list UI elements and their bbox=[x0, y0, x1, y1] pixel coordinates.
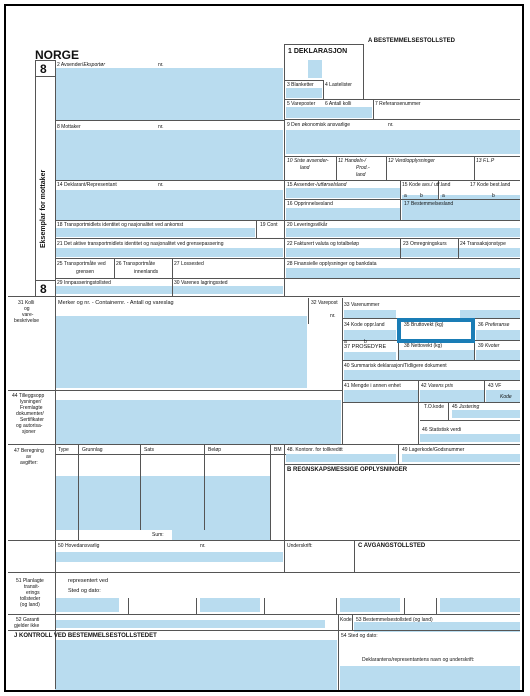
place-date-label: Sted og dato: bbox=[68, 588, 101, 594]
field-25-label-2: grensen bbox=[76, 269, 95, 275]
field-44-label-3: Fremlagte bbox=[20, 405, 43, 411]
field-48-label: 48. Kontonr. for tollkreditt bbox=[287, 447, 343, 453]
section-c-title: C AVGANGSTOLLSTED bbox=[358, 543, 426, 549]
field-40-fill[interactable] bbox=[344, 370, 520, 380]
to-kode-label: T.O.kode bbox=[424, 404, 445, 410]
field-51-label-4: tollsteder bbox=[20, 596, 41, 602]
field-11-label-2: Prod.- bbox=[356, 165, 370, 171]
field-47-fill[interactable] bbox=[55, 476, 270, 530]
field-j-fill[interactable] bbox=[55, 640, 337, 690]
field-28-label: 28 Finansielle opplysninger og bankdata bbox=[287, 261, 377, 267]
field-22-fill[interactable] bbox=[286, 248, 520, 257]
copy-label: Eksemplar for mottaker bbox=[40, 169, 47, 248]
field-8-fill[interactable] bbox=[55, 130, 283, 180]
field-44-fill[interactable] bbox=[55, 400, 341, 444]
field-34-a: a bbox=[344, 339, 347, 345]
field-39-fill[interactable] bbox=[476, 350, 520, 360]
field-8-label: 8 Mottaker bbox=[57, 124, 81, 130]
field-52-fill[interactable] bbox=[55, 620, 325, 628]
field-18-fill[interactable] bbox=[55, 228, 255, 237]
field-10-label-2: land bbox=[300, 165, 310, 171]
field-44-label: 44 Tilleggsopp bbox=[12, 393, 45, 399]
field-14-nr: nr. bbox=[158, 182, 164, 188]
field-47-sum-fill[interactable] bbox=[172, 530, 270, 540]
field-14-label: 14 Deklarant/Representant bbox=[57, 182, 117, 188]
field-52-label-2: gjelder ikke bbox=[14, 623, 40, 629]
copy-number: 8 bbox=[40, 62, 47, 76]
field-51b-fill[interactable] bbox=[200, 598, 260, 612]
field-31-label-2: og bbox=[24, 306, 30, 312]
field-44-label-4: dokumenter/ bbox=[16, 411, 44, 417]
field-51-label: 51 Planlagte bbox=[16, 578, 44, 584]
field-47-label-2: av bbox=[26, 454, 32, 460]
field-46-fill[interactable] bbox=[420, 434, 520, 442]
field-49-fill[interactable] bbox=[402, 454, 520, 462]
field-14-fill[interactable] bbox=[55, 190, 283, 220]
field-9-label: 9 Den økonomisk ansvarlige bbox=[287, 122, 351, 128]
field-31-label-4: beskrivelse bbox=[14, 318, 40, 324]
field-17k-label: 17 Kode best.land bbox=[470, 182, 511, 188]
field-44-label-6: og autorisa- bbox=[16, 423, 43, 429]
col-grunnlag: Grunnlag bbox=[82, 447, 103, 453]
field-24-label: 24 Transaksjonstype bbox=[460, 241, 506, 247]
kode-label: Kode bbox=[340, 617, 352, 623]
field-8-nr: nr. bbox=[158, 124, 164, 130]
field-42-fill[interactable] bbox=[420, 390, 484, 402]
field-2-label: 2 Avsender/Eksportør bbox=[57, 62, 105, 68]
field-17k-b: b bbox=[492, 193, 495, 199]
field-5-fill[interactable] bbox=[286, 107, 372, 118]
field-43-kode: Kode bbox=[500, 394, 512, 400]
field-19-label: 19 Cont bbox=[260, 222, 278, 228]
field-45-fill[interactable] bbox=[452, 410, 520, 418]
marks-label: Merker og nr. - Containernr. - Antall og vareslag bbox=[58, 300, 174, 306]
field-23-label: 23 Omregningskurs bbox=[403, 241, 447, 247]
field-11-label: 11 Handels-/ bbox=[338, 158, 366, 164]
field-17-label: 17 Bestemmelsesland bbox=[404, 201, 454, 207]
field-50-label: 50 Hovedansvarlig bbox=[58, 543, 100, 549]
field-28-fill[interactable] bbox=[286, 268, 520, 278]
field-41-label: 41 Mengde i annen enhet bbox=[344, 383, 401, 389]
field-39-label: 39 Kvoter bbox=[478, 343, 500, 349]
field-16-label: 16 Opprinnelsesland bbox=[287, 201, 333, 207]
field-3-label: 3 Blanketter bbox=[287, 82, 314, 88]
field-44-label-2: lysninger/ bbox=[20, 399, 42, 405]
field-13-label: 13 F.L.P bbox=[476, 158, 495, 164]
field-35-highlight[interactable] bbox=[397, 318, 475, 343]
field-15k-a: a bbox=[404, 193, 407, 199]
field-44-label-5: Sertifikater bbox=[20, 417, 44, 423]
field-48-fill[interactable] bbox=[286, 454, 396, 462]
field-25-label: 25 Transportmåte ved bbox=[57, 261, 106, 267]
field-29-fill[interactable] bbox=[55, 286, 283, 294]
col-belop: Beløp bbox=[208, 447, 222, 453]
field-51-label-3: erings bbox=[26, 590, 40, 596]
field-43-label: 43 VF bbox=[488, 383, 502, 389]
field-10-label: 10 Siste avsender- bbox=[287, 158, 329, 164]
field-26-label: 26 Transportmåte bbox=[116, 261, 156, 267]
field-2-fill[interactable] bbox=[55, 68, 283, 120]
field-11-label-3: land bbox=[356, 172, 366, 178]
field-4-label: 4 Lastelister bbox=[325, 82, 352, 88]
field-22-label: 22 Fakturert valuta og totalbeløp bbox=[287, 241, 359, 247]
field-36-fill[interactable] bbox=[476, 330, 520, 340]
field-33b-fill[interactable] bbox=[460, 310, 520, 318]
field-34-fill[interactable] bbox=[344, 330, 396, 340]
represented-label: representert ved bbox=[68, 578, 109, 584]
field-40-label: 40 Summarisk deklarasjon/Tidligere dokument bbox=[344, 363, 447, 369]
field-50-fill[interactable] bbox=[55, 552, 283, 562]
field-52-label: 52 Garanti bbox=[16, 617, 40, 623]
field-15-fill[interactable] bbox=[286, 188, 400, 198]
field-54-label: 54 Sted og dato: bbox=[341, 633, 378, 639]
field-37-label: 37 PROSEDYRE bbox=[344, 344, 387, 350]
field-31-fill[interactable] bbox=[55, 316, 307, 388]
field-32-nr: nr. bbox=[330, 313, 336, 319]
field-54-fill[interactable] bbox=[340, 666, 520, 690]
field-38-label: 38 Nettovekt (kg) bbox=[404, 343, 443, 349]
field-51a-fill[interactable] bbox=[55, 598, 119, 612]
field-50-nr: nr. bbox=[200, 543, 206, 549]
field-5-label: 5 Vareposter bbox=[287, 101, 316, 107]
field-26-label-2: innenlands bbox=[134, 269, 159, 275]
field-17k-a: a bbox=[442, 193, 445, 199]
field-21-label: 21 Det aktive transportmidlets identitet og nasjonalitet ved grensepassering bbox=[57, 241, 224, 247]
field-20-fill[interactable] bbox=[286, 228, 520, 237]
field-44-label-7: sjoner bbox=[22, 429, 36, 435]
field-51c-fill[interactable] bbox=[340, 598, 400, 612]
copy-number-2: 8 bbox=[40, 282, 47, 296]
col-bm: BM bbox=[274, 447, 282, 453]
field-37-fill[interactable] bbox=[344, 352, 396, 360]
field-45-label: 45 Justering bbox=[452, 404, 480, 410]
field-51-label-2: transit- bbox=[24, 584, 40, 590]
field-31-label-3: vare- bbox=[22, 312, 34, 318]
field-33-label: 33 Varenummer bbox=[344, 302, 380, 308]
field-7-label: 7 Referansenummer bbox=[375, 101, 421, 107]
field-2-nr: nr. bbox=[158, 62, 164, 68]
field-21-fill[interactable] bbox=[55, 248, 283, 257]
sum-label: Sum: bbox=[152, 532, 164, 538]
field-53-label: 53 Bestemmelsestollsted (og land) bbox=[356, 617, 433, 623]
field-6-label: 6 Antall kolli bbox=[325, 101, 352, 107]
field-42-label: 42 Varens pris bbox=[421, 383, 454, 389]
section-b-title: B REGNSKAPSMESSIGE OPPLYSNINGER bbox=[287, 467, 408, 473]
field-36-label: 36 Preferanse bbox=[478, 322, 510, 328]
col-type: Type bbox=[58, 447, 69, 453]
field-34-label: 34 Kode oppr.land bbox=[344, 322, 385, 328]
field-9-nr: nr. bbox=[388, 122, 394, 128]
field-35-label: 35 Bruttovekt (kg) bbox=[404, 322, 444, 328]
field-34-b: b bbox=[364, 339, 367, 345]
field-29-label: 29 Innpasseringstollsted bbox=[57, 280, 111, 286]
country-title: NORGE bbox=[35, 48, 80, 62]
field-32-label: 32 Varepost bbox=[311, 300, 338, 306]
field-47-label-3: avgifter: bbox=[20, 460, 38, 466]
field-51-label-5: (og land) bbox=[20, 602, 40, 608]
field-16-fill[interactable] bbox=[286, 208, 400, 220]
field-9-fill[interactable] bbox=[286, 130, 520, 154]
field-47-label: 47 Beregning bbox=[14, 448, 44, 454]
field-30-label: 30 Varenes lagringssted bbox=[174, 280, 228, 286]
field-27-label: 27 Lossested bbox=[174, 261, 204, 267]
field-31-label: 31 Kolli bbox=[18, 300, 35, 306]
field-12-label: 12 Verdiopplysninger bbox=[388, 158, 435, 164]
field-20-label: 20 Leveringsvilkår bbox=[287, 222, 328, 228]
section-j-title: J KONTROLL VED BESTEMMELSESTOLLSTEDET bbox=[14, 633, 157, 639]
field-46-label: 46 Statistisk verdi bbox=[422, 427, 462, 433]
field-15k-label: 15 Kode avs./ utf.land bbox=[402, 182, 451, 188]
office-a-label: A BESTEMMELSESTOLLSTED bbox=[368, 38, 456, 44]
field-33-fill[interactable] bbox=[344, 310, 396, 318]
field-41-fill[interactable] bbox=[344, 390, 418, 402]
field-49-label: 49 Lagerkode/Godsnummer bbox=[402, 447, 465, 453]
col-sats: Sats bbox=[144, 447, 155, 453]
field-15-label: 15 Avsender-/utførselsland bbox=[287, 182, 347, 188]
declaration-title: 1 DEKLARASJON bbox=[288, 48, 348, 55]
field-18-label: 18 Transportmidlets identitet og nasjonalitet ved ankomst bbox=[57, 222, 184, 228]
field-38-fill[interactable] bbox=[398, 350, 474, 360]
signature-label: Underskrift: bbox=[287, 543, 313, 549]
field-51d-fill[interactable] bbox=[440, 598, 520, 612]
declarant-signature-label: Deklarantens/representantens navn og underskrift: bbox=[362, 657, 475, 663]
field-15k-b: b bbox=[420, 193, 423, 199]
